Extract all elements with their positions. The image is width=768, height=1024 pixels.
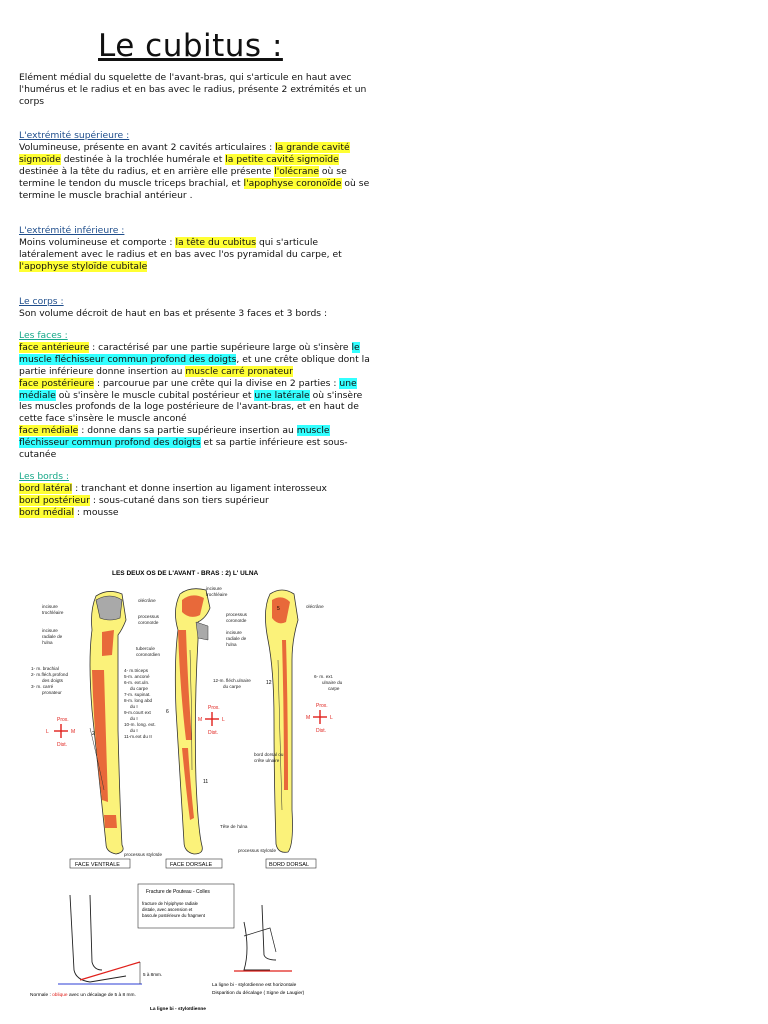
label-incisure-radiale: incisure radiale de l'ulna <box>42 628 63 645</box>
label-bord-dorsal: bord dorsal ou crête ulnaire <box>254 752 284 763</box>
text: et sa partie inférieure est sous-cutanée <box>19 437 348 461</box>
text: , et une crête oblique dont la partie inférieure donne insertion au <box>19 353 370 377</box>
ulna-ventral-bone <box>90 591 126 854</box>
label-processus-coronoide-2: processus coronoïde <box>226 612 247 623</box>
svg-text:L: L <box>330 715 333 721</box>
highlight: bord médial <box>19 506 74 518</box>
text: : caractérisé par une partie supérieure large où s'insère <box>89 341 352 353</box>
section-heading: L'extrémité inférieure : <box>19 225 125 236</box>
svg-text:Dist.: Dist. <box>57 742 67 748</box>
num-6: 6 <box>166 709 169 715</box>
label-olecrane-2: olécrâne <box>306 604 324 609</box>
svg-text:Prox.: Prox. <box>208 705 220 711</box>
text: : tranchant et donne insertion au ligament interosseux <box>72 482 327 494</box>
svg-text:L: L <box>222 717 225 723</box>
right-caption-1: La ligne bi - styloïdienne est horizontale <box>212 983 297 988</box>
intro-paragraph: Elément médial du squelette de l'avant-bras, qui s'articule en haut avec l'humérus et le radius et en bas avec le radius, présente 2 extrémités et un corps <box>19 72 367 107</box>
text: où se termine le tendon du muscle triceps brachial, et <box>19 165 347 189</box>
label-ext-ulnaire: 6- m. ext. ulnaire du carpe <box>314 674 343 691</box>
text: Son volume décroit de haut en bas et présente 3 faces et 3 bords : <box>19 307 328 319</box>
list-item <box>19 507 371 519</box>
text: où s'insère les muscles profonds de la loge postérieure de l'avant-bras, et en haut de cette face s'insère le muscle anconé <box>19 389 363 425</box>
list-item <box>19 495 371 507</box>
highlight: l'olécrane <box>274 165 319 177</box>
text: destinée à la tête du radius, et en arrière elle présente <box>19 165 275 177</box>
svg-text:M: M <box>306 715 311 721</box>
section-heading: Le corps : <box>19 296 64 307</box>
highlight: la petite cavité sigmoïde <box>225 153 339 165</box>
highlight: bord postérieur <box>19 494 90 506</box>
section-heading: Les bords : <box>19 471 70 482</box>
section-bords <box>19 471 371 519</box>
wrist-fracture-sketch <box>234 905 292 971</box>
text: Volumineuse, présente en avant 2 cavités articulaires : <box>19 141 276 153</box>
label-processus-coronoide: processus coronoïde <box>138 614 159 625</box>
num-11: 11 <box>203 779 209 785</box>
highlight: la grande cavité sigmoïde <box>19 141 350 165</box>
muscles-left-list: 1- m. brachial 2- m.fléch.profond des doigts 3- m. carré pronateur <box>31 666 69 695</box>
orientation-cross-3 <box>306 703 333 734</box>
label-tubercule: tubercule coronoïdien <box>136 646 161 657</box>
list-item <box>19 425 371 461</box>
wrist-normal-sketch <box>58 895 142 984</box>
label-incisure-radiale-2: incisure radiale de l'ulna <box>226 630 247 647</box>
bottom-caption: La ligne bi - styloïdienne <box>150 1007 206 1012</box>
muscles-mid-list: 4- m.triceps 5-m. anconé 6-m. ext.uln. du carpe 7-m. supinat. 8-m. long abd du I 9-m.court ext du I 10-m. long. ext. du I 11-m.ext du II <box>124 668 156 739</box>
list-item <box>19 342 371 378</box>
text: où s'insère le muscle cubital postérieur et <box>55 389 255 401</box>
svg-text:M: M <box>198 717 203 723</box>
section-faces <box>19 330 371 461</box>
svg-text:Dist.: Dist. <box>316 728 326 734</box>
normale-caption: Normale : oblique avec un décalage de 5 à 8 mm. <box>30 993 136 998</box>
text: qui s'articule latéralement avec le radius et en bas avec l'os pyramidal du carpe, et <box>19 236 342 260</box>
section-corps <box>19 296 371 320</box>
label-tete-ulna: Tête de l'ulna <box>220 824 248 829</box>
highlight: une médiale <box>19 377 357 401</box>
right-caption-2: Disparition du décalage ( Signe de Laugier) <box>212 991 305 996</box>
orientation-cross-1 <box>46 717 75 748</box>
text: Moins volumineuse et comporte : <box>19 236 176 248</box>
highlight: l'apophyse coronoïde <box>243 177 342 189</box>
orientation-cross-2 <box>198 705 225 736</box>
label-processus-styloide-2: processus styloïde <box>238 848 277 853</box>
num-2: 2 <box>92 731 95 737</box>
highlight: le muscle fléchisseur commun profond des doigts <box>19 341 360 365</box>
label-olecrane: olécrâne <box>138 598 156 603</box>
highlight: bord latéral <box>19 482 73 494</box>
ulna-figure <box>30 560 370 1020</box>
svg-text:Dist.: Dist. <box>208 730 218 736</box>
fracture-box <box>138 884 234 928</box>
num-5: 5 <box>277 606 280 612</box>
svg-text:Prox.: Prox. <box>316 703 328 709</box>
measure-label: 5 à 8mm. <box>143 972 163 977</box>
caption-face-dorsale: FACE DORSALE <box>170 862 213 868</box>
list-item <box>19 378 371 426</box>
text: : donne dans sa partie supérieure insertion au <box>78 425 297 437</box>
svg-text:Fracture de Pouteau - Colles: Fracture de Pouteau - Colles <box>146 889 210 895</box>
svg-text:fracture de l'épiphyse radiale: fracture de l'épiphyse radiale distale, avec ascension et bascule postérieure du fragment <box>142 901 205 918</box>
highlight: face antérieure <box>19 341 90 353</box>
highlight: la tête du cubitus <box>175 236 257 248</box>
section-extremite-inferieure <box>19 225 371 273</box>
label-processus-styloide-1: processus styloïde <box>124 852 163 857</box>
svg-text:Prox.: Prox. <box>57 717 69 723</box>
text: : sous-cutané dans son tiers supérieur <box>89 494 269 506</box>
figure-header: LES DEUX OS DE L'AVANT - BRAS : 2) L' ULNA <box>112 570 259 577</box>
label-incisure-trochleaire: incisure trochléaire <box>42 604 64 615</box>
svg-text:L: L <box>46 729 49 735</box>
num-12: 12 <box>266 680 272 686</box>
section-heading: L'extrémité supérieure : <box>19 130 130 141</box>
section-heading: Les faces : <box>19 330 68 341</box>
highlight: face postérieure <box>19 377 95 389</box>
highlight: muscle fléchisseur commun profond des doigts <box>19 425 330 449</box>
section-extremite-superieure <box>19 130 371 201</box>
page-title: Le cubitus : <box>98 28 283 64</box>
text: : mousse <box>74 506 119 518</box>
text: : parcourue par une crête qui la divise en 2 parties : <box>94 377 340 389</box>
highlight: une latérale <box>254 389 310 401</box>
ulna-dorsal-bone <box>175 589 210 854</box>
ulna-border-bone <box>265 590 298 852</box>
caption-face-ventrale: FACE VENTRALE <box>75 862 120 868</box>
svg-text:M: M <box>71 729 76 735</box>
text: destinée à la trochlée humérale et <box>60 153 226 165</box>
highlight: muscle carré pronateur <box>185 365 293 377</box>
highlight: l'apophyse styloïde cubitale <box>19 260 148 272</box>
list-item <box>19 483 371 495</box>
text: où se termine le muscle brachial antérieur . <box>19 177 370 201</box>
label-incisure-trochleaire-2: incisure trochléaire <box>206 586 228 597</box>
caption-bord-dorsal: BORD DORSAL <box>269 862 310 868</box>
label-flech-ulnaire: 12-m. fléch.ulnaire du carpe <box>213 678 251 689</box>
highlight: face médiale <box>19 425 79 437</box>
